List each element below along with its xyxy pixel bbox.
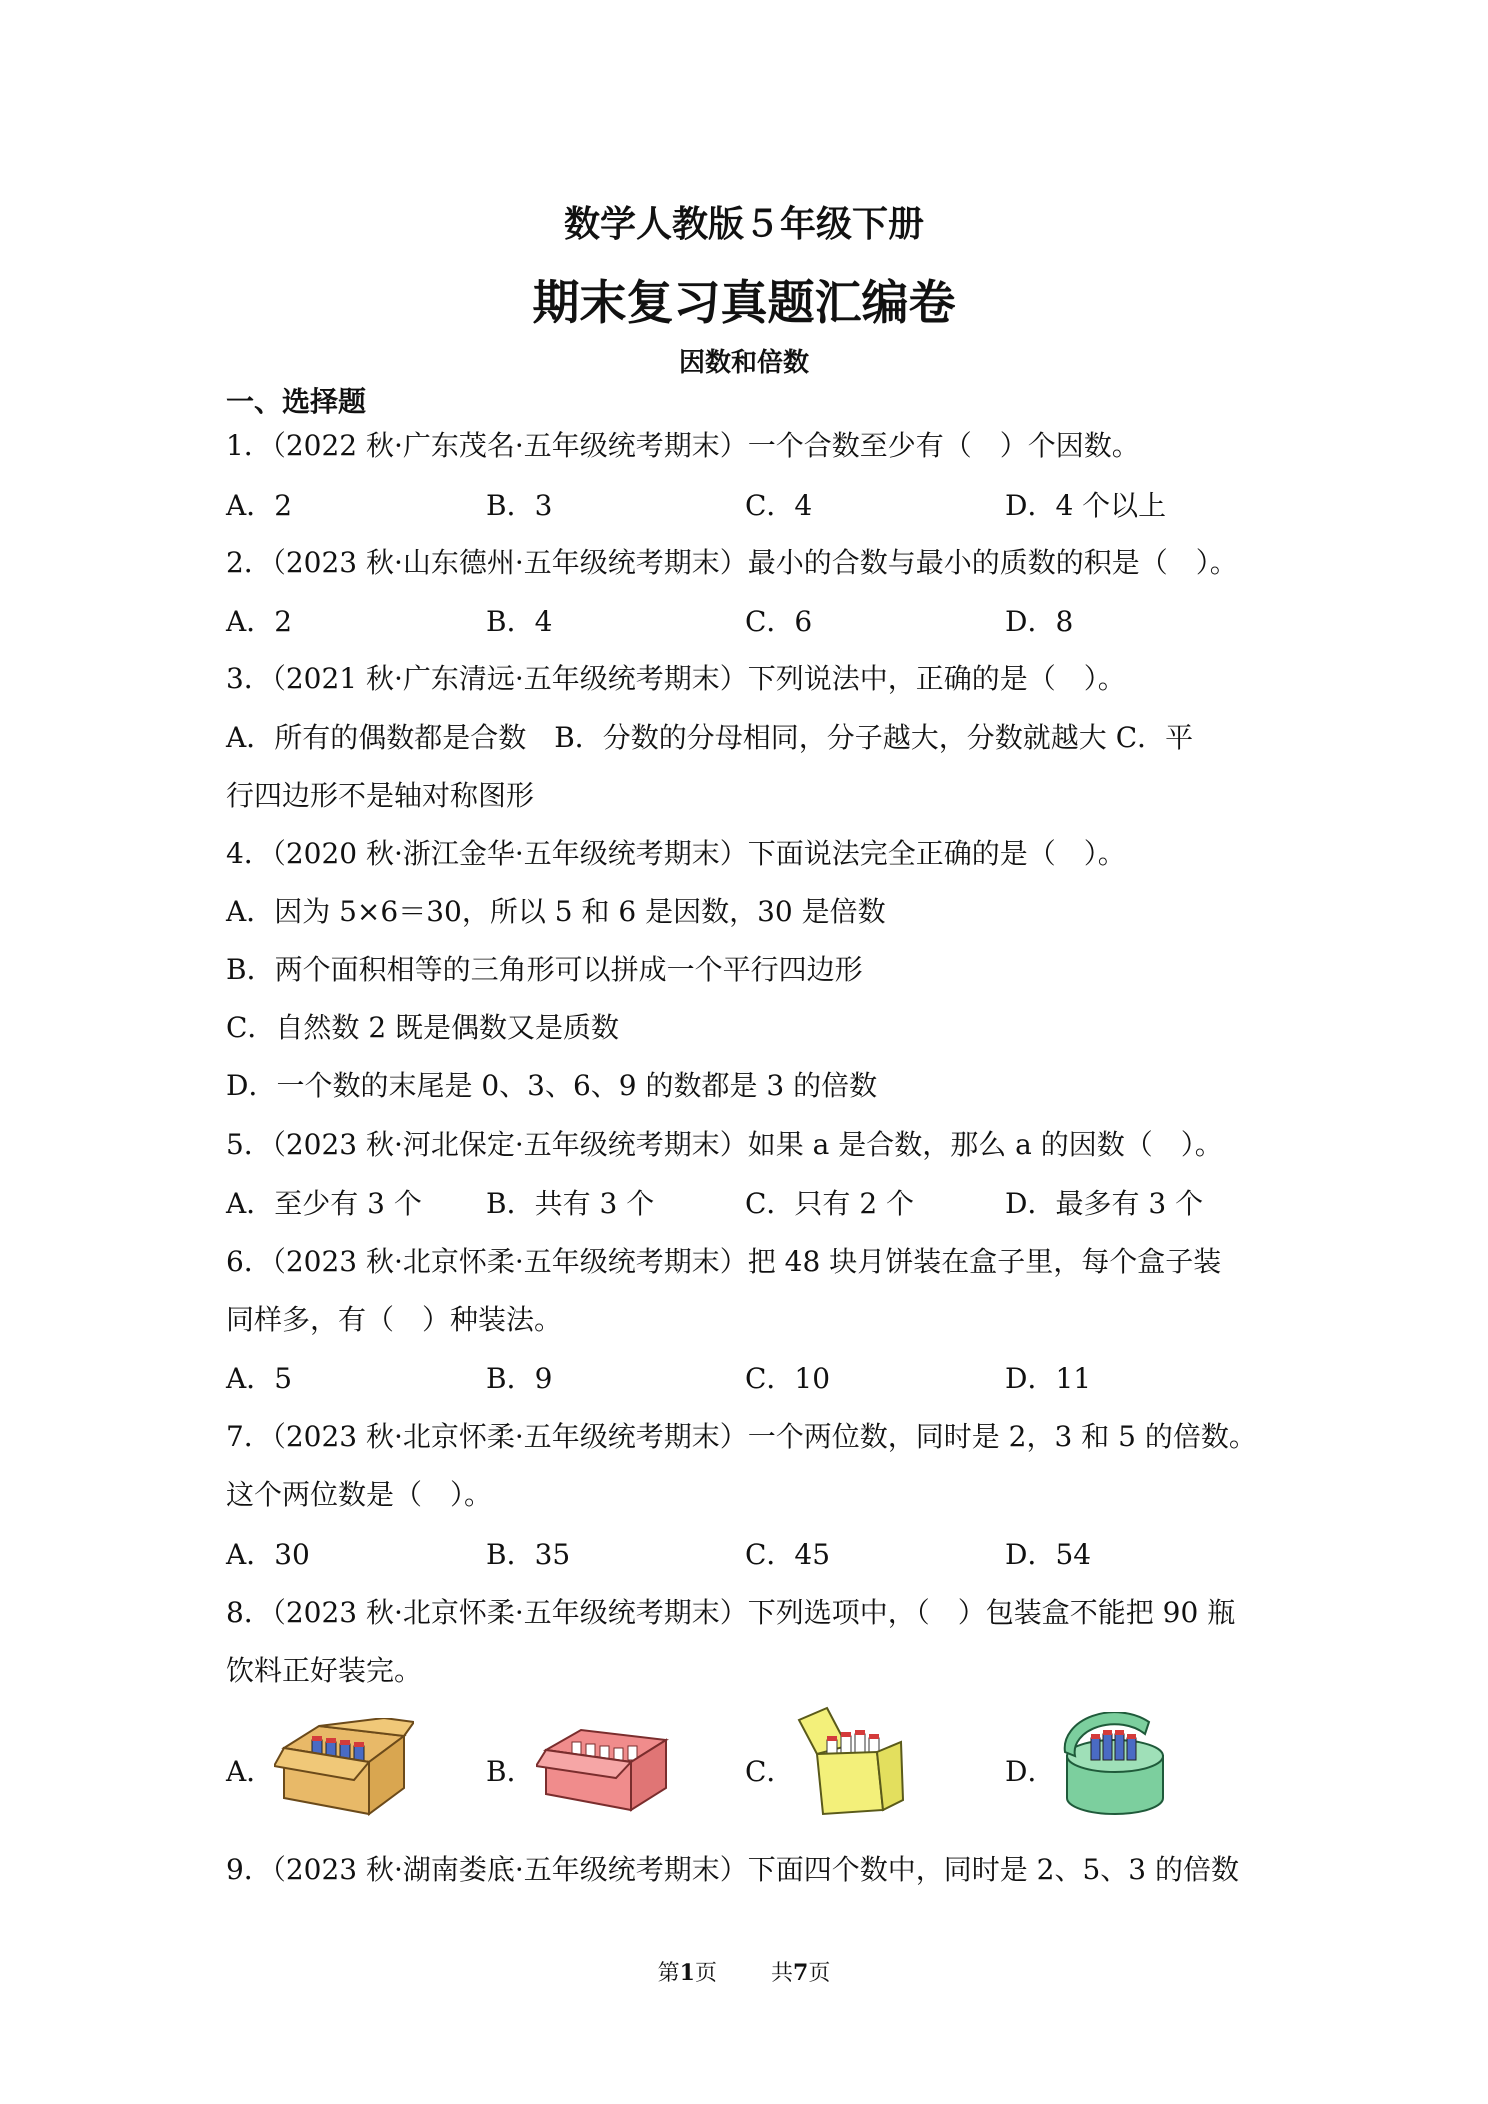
- question-2-option-b: B．4: [486, 605, 553, 638]
- question-8-option-c-label: C．: [745, 1755, 795, 1788]
- total-suffix: 页: [808, 1961, 831, 1986]
- question-3-stem: 3．（2021 秋·广东清远·五年级统考期末）下列说法中，正确的是（ ）。: [226, 662, 1126, 695]
- question-7-stem-continued: 这个两位数是（ ）。: [226, 1478, 493, 1511]
- question-5-option-a: A．至少有 3 个: [226, 1187, 422, 1220]
- page-indicator: [658, 1956, 717, 1987]
- page-prefix: 第: [657, 1961, 680, 1986]
- question-6-option-b: B．9: [486, 1362, 553, 1395]
- question-4-option-d: D．一个数的末尾是 0、3、6、9 的数都是 3 的倍数: [226, 1069, 878, 1102]
- question-4-stem: 4．（2020 秋·浙江金华·五年级统考期末）下面说法完全正确的是（ ）。: [226, 837, 1126, 870]
- question-2-option-c: C．6: [745, 605, 813, 638]
- question-1-option-d: D．4 个以上: [1005, 489, 1167, 522]
- total-pages-indicator: [771, 1956, 830, 1987]
- question-6-option-a: A．5: [226, 1362, 293, 1395]
- total-prefix: 共: [771, 1961, 794, 1986]
- question-7-stem: 7．（2023 秋·北京怀柔·五年级统考期末）一个两位数，同时是 2，3 和 5 的倍数。: [226, 1420, 1257, 1453]
- yellow-box-bottles-icon: [797, 1706, 907, 1818]
- question-1-option-a: A．2: [226, 489, 293, 522]
- question-4-option-a: A．因为 5×6＝30，所以 5 和 6 是因数，30 是倍数: [226, 895, 886, 928]
- section-heading: 一、选择题: [226, 385, 367, 418]
- question-8-option-b: [486, 1718, 686, 1818]
- document-title: 数学人教版５年级下册: [563, 204, 924, 245]
- question-3-options-line-1: A．所有的偶数都是合数 B．分数的分母相同，分子越大，分数就越大 C．平: [226, 721, 1194, 754]
- question-8-option-a-label: A．: [226, 1755, 275, 1788]
- question-2-stem: 2．（2023 秋·山东德州·五年级统考期末）最小的合数与最小的质数的积是（ ）。: [226, 546, 1238, 579]
- document-subtitle: 期末复习真题汇编卷: [532, 276, 956, 331]
- total-pages-number: 7: [793, 1960, 809, 1986]
- question-5-option-b: B．共有 3 个: [486, 1187, 655, 1220]
- question-8-option-d-label: D．: [1005, 1755, 1056, 1788]
- question-6-option-d: D．11: [1005, 1362, 1092, 1395]
- page-suffix: 页: [694, 1961, 717, 1986]
- question-5-option-c: C．只有 2 个: [745, 1187, 915, 1220]
- round-tin-bottles-icon: [1061, 1712, 1171, 1820]
- question-8-option-d: [1005, 1718, 1205, 1818]
- question-2-option-a: A．2: [226, 605, 293, 638]
- pink-box-bottles-icon: [536, 1722, 676, 1814]
- page-footer: [0, 1956, 1488, 1987]
- question-7-option-c: C．45: [745, 1538, 831, 1571]
- question-8-stem: 8．（2023 秋·北京怀柔·五年级统考期末）下列选项中，（ ）包装盒不能把 90 瓶: [226, 1596, 1236, 1629]
- question-7-option-a: A．30: [226, 1538, 310, 1571]
- question-2-option-d: D．8: [1005, 605, 1074, 638]
- question-8-option-c: [745, 1718, 945, 1818]
- question-1-option-c: C．4: [745, 489, 813, 522]
- question-6-option-c: C．10: [745, 1362, 831, 1395]
- question-1-stem: 1．（2022 秋·广东茂名·五年级统考期末）一个合数至少有（ ）个因数。: [226, 429, 1140, 462]
- question-8-stem-continued: 饮料正好装完。: [226, 1654, 423, 1687]
- question-4-option-c: C．自然数 2 既是偶数又是质数: [226, 1011, 620, 1044]
- question-1-option-b: B．3: [486, 489, 553, 522]
- question-8-option-b-label: B．: [486, 1755, 535, 1788]
- question-7-option-b: B．35: [486, 1538, 571, 1571]
- question-7-option-d: D．54: [1005, 1538, 1092, 1571]
- question-5-stem: 5．（2023 秋·河北保定·五年级统考期末）如果 a 是合数，那么 a 的因数（ ）。: [226, 1128, 1223, 1161]
- question-9-stem: 9．（2023 秋·湖南娄底·五年级统考期末）下面四个数中，同时是 2、5、3 的倍数: [226, 1853, 1240, 1886]
- question-4-option-b: B．两个面积相等的三角形可以拼成一个平行四边形: [226, 953, 863, 986]
- question-6-stem: 6．（2023 秋·北京怀柔·五年级统考期末）把 48 块月饼装在盒子里，每个盒子装: [226, 1245, 1222, 1278]
- question-6-stem-continued: 同样多，有（ ）种装法。: [226, 1303, 563, 1336]
- page-number: 1: [679, 1960, 695, 1986]
- question-3-options-line-2: 行四边形不是轴对称图形: [226, 779, 535, 812]
- question-5-option-d: D．最多有 3 个: [1005, 1187, 1204, 1220]
- question-8-option-a: [226, 1718, 426, 1818]
- document-topic: 因数和倍数: [678, 348, 809, 378]
- open-box-bottles-icon: [274, 1718, 414, 1818]
